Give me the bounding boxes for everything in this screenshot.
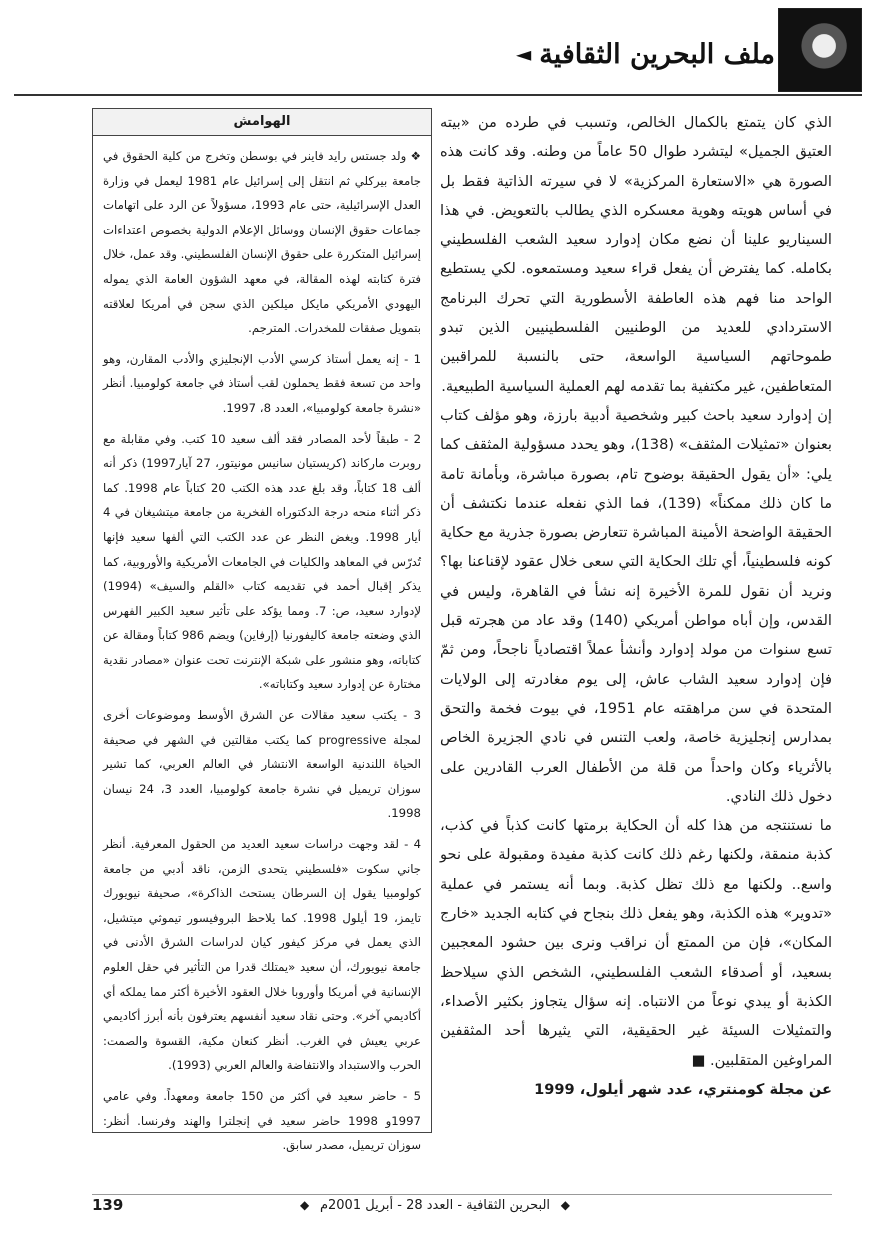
header-divider xyxy=(14,94,862,96)
footnote-item: 4 - لقد وجهت دراسات سعيد العديد من الحقول المعرفية. أنظر جاني سكوت «فلسطيني يتحدى الزمن، ناقد أدبي من جامعة كولومبيا يقول إن السرطان يستحث الذاكرة»، صحيفة نيويورك تايمز، 19 أيلول 1998. كما يلاحظ البروفيسور تيموثي ميتشيل، الذي يعمل في مركز كيفور كيان لدراسات الشرق الأدنى في جامعة نيويورك، أن سعيد «يمتلك قدرا من التأثير في حقل العلوم الإنسانية في أمريكا وأوروبا خلال العقود الأخيرة أكثر مما يملكه أي أكاديمي آخر». وحتى نقاد سعيد أنفسهم يعترفون بأنه أبرز أكاديمي عربي يعيش في الغرب. أنظر كنعان مكية، القسوة والصمت: الحرب والاستبداد والانتفاضة والعالم العربي (1993). xyxy=(103,837,422,1073)
page-number: 139 xyxy=(92,1196,124,1214)
section-header xyxy=(75,24,775,84)
article-paragraph: ما نستنتجه من هذا كله أن الحكاية برمتها كانت كذباً في كذب، كذبة منمقة، ولكنها رغم ذلك كانت كذبة مفيدة ومقبولة على نحو واسع.. ولكنها مع ذلك تظل كذبة. وبما أنه يستمر في عملية «تدوير» هذه الكذبة، وهو يفعل ذلك بنجاح في كتابه الجديد «خارج المكان»، فإن من الممتع أن نراقب ونرى بين حشود المعجبين بسعيد، أو أصدقاء الشعب الفلسطيني، الشخص الذي سيلاحظ الكذبة أو يبدي نوعاً من الانتباه. إنه سؤال يتجاوز بكثير الأصداء، والتمثيلات السيئة غير الحقيقية، التي يثيرها أحد المثقفين المراوغين المتقلبين. ■ xyxy=(440,817,832,1069)
footnotes-list xyxy=(93,136,431,1158)
article-source: عن مجلة كومنتري، عدد شهر أيلول، 1999 xyxy=(534,1080,832,1098)
footnote-item: 5 - حاضر سعيد في أكثر من 150 جامعة ومعهداً. وفي عامي 1997و 1998 حاضر سعيد في إنجلترا والهند وفرنسا. أنظر: سوزان تريميل، مصدر سابق. xyxy=(103,1088,421,1153)
diamond-icon: ◆ xyxy=(300,1198,310,1212)
arrow-left-icon: ◄ xyxy=(515,42,532,66)
article-paragraph: الذي كان يتمتع بالكمال الخالص، وتسبب في طرده من «بيته العتيق الجميل» ليتشرد طوال 50 عاماً من وطنه. وقد كانت هذه الصورة هي «الاستعارة المركزية» لا في سيرته الذاتية فقط بل في أساس هويته وهوية معسكره الذي يطالب بالتعويض. في هذا السيناريو علينا أن نضع مكان إدوارد سعيد الشعب الفلسطيني بكامله. كما يفترض أن يفعل قراء سعيد ومستمعوه. لكي يستطيع الواحد منا فهم هذه العاطفة الأسطورية التي تحرك البرنامج الاستردادي للعديد من الوطنيين الفلسطينيين الذين تبدو طموحاتهم السياسية الواسعة، حتى بالنسبة للمراقبين المتعاطفين، غير مكتفية بما تقدمه لهم العملية السياسية الطبيعية. xyxy=(440,114,832,395)
footnote-item: 1 - إنه يعمل أستاذ كرسي الأدب الإنجليزي والأدب المقارن، وهو واحد من تسعة فقط يحملون لقب أستاذ في جامعة كولومبيا. أنظر «نشرة جامعة كولومبيا»، العدد 8، 1997. xyxy=(103,351,421,415)
footnote-item: ❖ ولد جستس رايد فاينر في بوسطن وتخرج من كلية الحقوق في جامعة بيركلي ثم انتقل إلى إسرائيل عام 1981 ليعمل في وزارة العدل الإسرائيلية، حتى عام 1993، مسؤولاً عن الرد على اتهامات جماعات حقوق الإنسان ووسائل الإعلام الدولية بخصوص اعتداءات إسرائيل المتكررة على حقوق الإنسان الفلسطيني. وقد عمل، خلال فترة كتابته لهذه المقالة، في معهد الشؤون العامة الذي يموله اليهودي الأمريكي مايكل ميلكين الذي سجن في أمريكا لعلاقته بتمويل صفقات للمخدرات. المترجم. xyxy=(103,149,421,336)
footnote-item: 2 - طبقاً لأحد المصادر فقد ألف سعيد 10 كتب. وفي مقابلة مع روبرت ماركاند (كريستيان سانيس مونيتور، 27 آيار1997) ذكر أنه ألف 18 كتاباً، وقد بلغ عدد هذه الكتب 20 كتاباً عام 1998. كما ذكر أثناء منحه درجة الدكتوراه الفخرية من جامعة ميتشيغان في 4 أيار 1998. ويغض النظر عن عدد الكتب التي ألفها سعيد فإنها تُدرّس في المعاهد والكليات في الجامعات الأمريكية والأوروبية، كما يذكر إقبال أحمد في تقديمه كتاب «القلم والسيف» (1994) لإدوارد سعيد، ص: 7. ومما يؤكد على تأثير سعيد الكبير الفهرس الذي وضعته جامعة كاليفورنيا (إرفاين) ويضم 986 كتاباً ومقالة عن كتاباته، وهو منشور على شبكة الإنترنت تحت عنوان «مصادر نقدية مختارة عن إدوارد سعيد وكتاباته». xyxy=(103,431,422,692)
footnote-item: 3 - يكتب سعيد مقالات عن الشرق الأوسط وموضوعات أخرى لمجلة progressive كما يكتب مقالتين في الشهر في صحيفة الحياة اللندنية الواسعة الانتشار في العالم العربي، كما تشير سوزان تريميل في نشرة جامعة كولومبيا، العدد 3، 24 نيسان 1998. xyxy=(103,708,421,821)
footnotes-box xyxy=(92,108,432,1153)
footnotes-heading: الهوامش xyxy=(93,109,431,136)
footer-publication-info: البحرين الثقافية - العدد 28 - أبريل 2001م xyxy=(319,1198,551,1213)
article-paragraph: إن إدوارد سعيد باحث كبير وشخصية أدبية بارزة، وهو مؤلف كتاب بعنوان «تمثيلات المثقف» (138)، وهو يحدد مسؤولية المثقف كما يلي: «أن يقول الحقيقة بوضوح تام، بصورة مباشرة، وبأمانة تامة ما كان ذلك ممكناً» (139)، فما الذي نفعله عندما نكتشف أن الحقيقة الواضحة الأمينة المباشرة تتعارض بصورة جذرية مع حكاية كونه فلسطينياً، أي تلك الحكاية التي سعى خلال عقود لإقناعنا بها؟ ونريد أن نقول للمرة الأخيرة إنه نشأ في القاهرة، وليس في القدس، وإن أباه مواطن أمريكي (140) وقد عاد من هجرته قبل تسع سنوات من مولد إدوارد وأنشأ عملاً اقتصادياً ناجحاً، ومن ثمّ فإن إدوارد سعيد الشاب عاش، إلى يوم مغادرته إلى الولايات المتحدة في سن مراهقته عام 1951، في بيوت فخمة والتحق بمدارس إنجليزية خاصة، ولعب التنس في نادي الجزيرة الخاص بالأثرياء وكان واحداً من قلة من الأطفال العرب القادرين على دخول ذلك النادي. xyxy=(440,406,833,805)
footer-divider xyxy=(92,1194,832,1195)
article-body xyxy=(440,108,832,1104)
section-title: ملف البحرين الثقافية xyxy=(539,38,775,70)
diamond-icon: ◆ xyxy=(560,1198,570,1212)
page-footer xyxy=(0,1194,870,1224)
author-portrait-image xyxy=(778,8,862,92)
